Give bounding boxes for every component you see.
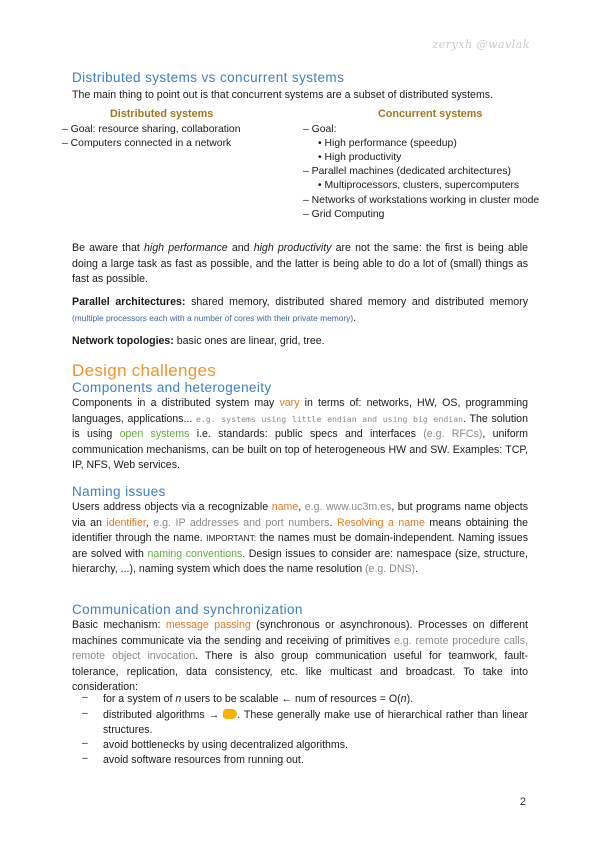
concurrent-item: – Grid Computing <box>303 209 385 220</box>
bullet-bottlenecks: avoid bottlenecks by using decentralized algorithms. <box>103 739 348 751</box>
components-paragraph: Components in a distributed system may vary in terms of: networks, HW, OS, programming languages, applications... e.g. systems using little endian and using big endian. The solution is using open systems i.e. standards: public specs and interfaces (e.g. RFCs), uniform communication mechanisms, can be built on top of heterogeneous HW and SW. Examples: TCP, IP, NFS, Web services. <box>72 397 528 471</box>
communication-paragraph: Basic mechanism: message passing (synchronous or asynchronous). Processes on different machines communicate via the sending and receiving of primitives e.g. remote procedure calls, remote object invocation. There is also group communication useful for teamwork, fault-tolerance, replication, data consistency, etc. like multicast and broadcast. To take into consideration: <box>72 619 528 693</box>
design-challenges-title: Design challenges <box>72 361 217 380</box>
concurrent-item: – Goal: <box>303 124 337 135</box>
communication-synchronization-title: Communication and synchronization <box>72 602 303 617</box>
bullet-dash: – <box>82 753 88 764</box>
section-title-distributed-vs-concurrent: Distributed systems vs concurrent systems <box>72 70 345 85</box>
naming-paragraph: Users address objects via a recognizable name, e.g. www.uc3m.es, but programs name objects via an identifier, e.g. IP addresses and port numbers. Resolving a name means obtaining the identifier through the name. IMPORTANT: the names must be domain-independent. Naming issues are solved with naming conventions. Design issues to consider are: namespace (size, structure, hierarchy, ...), naming system which does the name resolution (e.g. DNS). <box>72 501 529 575</box>
bullet-dash: – <box>82 738 88 749</box>
intro-paragraph: The main thing to point out is that concurrent systems are a subset of distributed systems. <box>72 89 494 101</box>
concurrent-item: – Networks of workstations working in cluster mode <box>303 195 540 206</box>
page-number: 2 <box>519 796 526 808</box>
bullet-distributed-algorithms: distributed algorithms → . These generally make use of hierarchical rather than linear structures. <box>103 709 528 736</box>
components-heterogeneity-title: Components and heterogeneity <box>72 380 272 395</box>
parallel-architectures-paragraph: Parallel architectures: shared memory, distributed shared memory and distributed memory (multiple processors each with a number of cores with their private memory). <box>72 296 528 324</box>
aware-paragraph: Be aware that high performance and high productivity are not the same: the first is being able doing a large task as fast as possible, and the latter is being able to do a lot of (small) things as fast as possible. <box>72 242 528 285</box>
network-topologies-paragraph: Network topologies: basic ones are linear, grid, tree. <box>72 335 325 347</box>
watermark: zeryxh @wavlak <box>432 38 530 51</box>
bullet-dash: – <box>82 708 88 719</box>
distributed-header: Distributed systems <box>110 108 214 120</box>
distributed-item: – Computers connected in a network <box>62 138 232 149</box>
concurrent-subitem: • High productivity <box>318 152 402 163</box>
thumbs-up-icon <box>223 709 237 719</box>
distributed-item: – Goal: resource sharing, collaboration <box>62 124 241 135</box>
bullet-dash: – <box>82 692 88 703</box>
naming-issues-title: Naming issues <box>72 484 166 499</box>
concurrent-header: Concurrent systems <box>378 108 483 120</box>
concurrent-subitem: • High performance (speedup) <box>318 138 457 149</box>
concurrent-subitem: • Multiprocessors, clusters, supercomputers <box>318 180 520 191</box>
concurrent-item: – Parallel machines (dedicated architectures) <box>303 166 511 177</box>
bullet-software-resources: avoid software resources from running out. <box>103 754 304 766</box>
bullet-scalability: for a system of n users to be scalable ← num of resources = O(n). <box>103 693 414 705</box>
